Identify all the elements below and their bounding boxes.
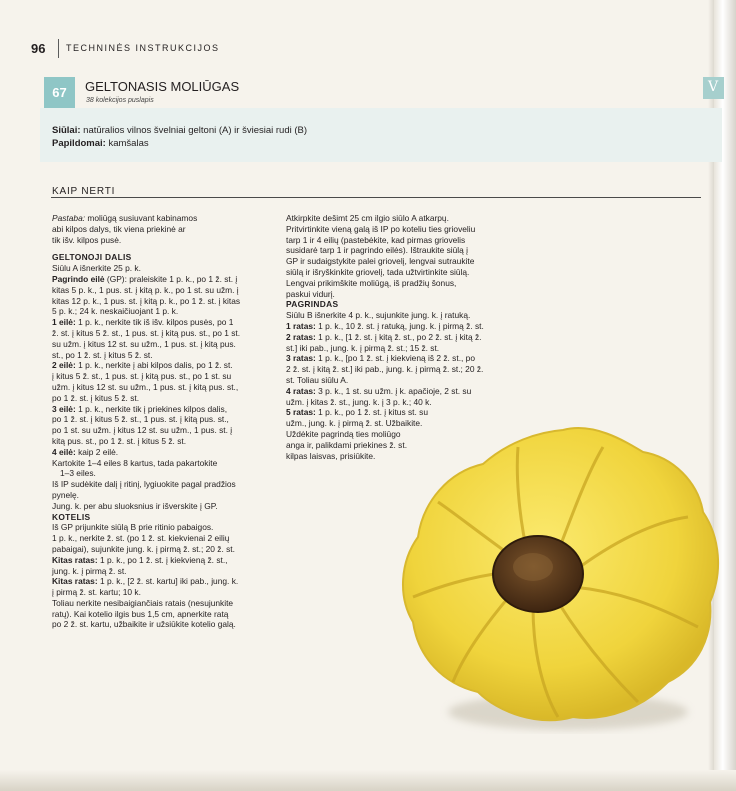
instruction-line: Atkirpkite dešimt 25 cm ilgio siūlo A atkarpų. (286, 213, 449, 223)
instruction-line: 1 p. k., 10 ž. st. į ratuką, jung. k. į pirmą ž. st. (318, 320, 484, 331)
instruction-line: 1 p. k., nerkite tik į priekines kilpos dalis, (78, 403, 228, 414)
instruction-line: po 1 ž. st. į kitus 5 ž. st., 1 pus. st. į kitą pus. st., (52, 414, 229, 425)
instruction-line: kitas 12 p. k., 1 pus. st. į kitą p. k., po 1 ž. st. į kitas (52, 295, 241, 306)
row-label: Kitas ratas: (52, 554, 98, 565)
instruction-line: susidarė tarp 1 ir pagrindo eilės). Ištraukite siūlą į (286, 245, 469, 256)
project-title: GELTONASIS MOLIŪGAS (85, 79, 240, 94)
instruction-line: su užm. į kitus 12 st. su užm., 1 pus. st. į kitą pus. (52, 338, 236, 349)
instruction-line: po 2 ž. st. kartu, užbaikite ir užsiūkite kotelio galą. (52, 619, 236, 630)
instruction-line: paskui vidurį. (286, 288, 335, 299)
heading-stem: KOTELIS (52, 511, 91, 522)
instruction-line: 5 p. k.; 24 k. neskaičiuojant 1 p. k. (52, 306, 179, 317)
instruction-line: Toliau nerkite nesibaigiančiais ratais (nesujunkite (52, 597, 234, 608)
note-line: tik išv. kilpos pusė. (52, 234, 122, 245)
round-label: 3 ratas: (286, 353, 316, 364)
pumpkin-illustration (398, 412, 728, 752)
instruction-line: Pritvirtinkite vieną galą iš IP po koteliu ties grioveliu (286, 223, 476, 234)
heading-base: PAGRINDAS (286, 299, 339, 310)
instruction-line: (GP): praleiskite 1 p. k., po 1 ž. st. į (106, 273, 238, 284)
instruction-line: užm., jung. k. į pirmą ž. st. Užbaikite. (286, 418, 423, 429)
instruction-line: 2 ž. st. į kitą ž. st.] iki pab., jung. k. į pirmą ž. st.; 20 ž. (286, 364, 484, 375)
yarn-text: natūralios vilnos švelniai geltoni (A) ir šviesiai rudi (B) (83, 125, 308, 136)
instruction-line: į pirmą ž. st. kartu; 10 k. (52, 587, 141, 598)
instruction-line: 1 p. k., nerkite ž. st. (po 1 ž. st. kiekvienai 2 eilių (52, 533, 230, 544)
left-column (52, 213, 240, 630)
page-number: 96 (31, 41, 46, 56)
instruction-line: pabaigai), sujunkite jung. k. į pirmą ž. st.; 20 ž. st. (52, 543, 235, 554)
round-label: 1 ratas: (286, 320, 316, 331)
row-label: 1 eilė: (52, 317, 76, 328)
instruction-line: jung. k. į pirmą ž. st. (52, 565, 127, 576)
instruction-line: ž. st. į kitus 5 ž. st., 1 pus. st. į kitą pus. st., po 1 st. (52, 327, 241, 338)
materials-extra (52, 138, 149, 149)
instruction-line: Siūlu B išnerkite 4 p. k., sujunkite jung. k. į ratuką. (286, 310, 471, 321)
instruction-line: 1 p. k., po 1 ž. st. į kitus st. su (318, 407, 428, 418)
instruction-line: 1 p. k., po 1 ž. st. į kiekvieną ž. st., (99, 554, 228, 565)
instruction-line: į kitus 5 ž. st., 1 pus. st. į kitą pus. st., po 1 st. su (52, 371, 232, 382)
instruction-line: anga ir, palikdami priekines ž. st. (286, 439, 408, 450)
instruction-line: ratų). Kai kotelio ilgis bus 1,5 cm, apnerkite ratą (52, 608, 229, 619)
instruction-line: Siūlu A išnerkite 25 p. k. (52, 263, 141, 274)
instruction-line: po 1 st. su užm. į kitus 12 st. su užm., 1 pus. st. į (52, 425, 233, 436)
instruction-line: 1 p. k., nerkite tik iš išv. kilpos pusės, po 1 (78, 317, 234, 328)
instruction-line: užm. į kitus 12 st. su užm., 1 pus. st. į kitą pus. st., (52, 381, 239, 392)
instruction-line: pynelę. (52, 489, 80, 500)
section-title: TECHNINĖS INSTRUKCIJOS (66, 43, 220, 53)
instruction-line: kitas 5 p. k., 1 pus. st. į kitą p. k., po 1 st. su užm. į (52, 284, 239, 295)
project-subtitle: 38 kolekcijos puslapis (86, 97, 154, 104)
yarn-label: Siūlai: (52, 125, 81, 136)
instruction-line: kilpas laisvas, prisiūkite. (286, 450, 376, 461)
extra-label: Papildomai: (52, 138, 106, 149)
instruction-line: 1 p. k., [po 1 ž. st. į kiekvieną iš 2 ž. st., po (318, 353, 475, 364)
chapter-tab (703, 77, 724, 99)
instruction-line: st., po 1 ž. st. į kitus 5 ž. st. (52, 349, 153, 360)
extra-text: kamšalas (108, 138, 149, 149)
project-number-badge: 67 (44, 77, 75, 108)
row-label: Pagrindo eilė (52, 273, 105, 284)
pumpkin-photo (398, 412, 728, 752)
instruction-line: 1 p. k., [1 ž. st. į kitą ž. st., po 2 ž. st. į kitą ž. (318, 331, 482, 342)
instruction-line: st. Toliau siūlu A. (286, 374, 349, 385)
round-label: 4 ratas: (286, 385, 316, 396)
instruction-line: Jung. k. per abu sluoksnius ir išverskite į GP. (52, 500, 218, 511)
instruction-line: 1 p. k., [2 ž. st. kartu] iki pab., jung. k. (99, 576, 239, 587)
row-label: 4 eilė: (52, 446, 76, 457)
instruction-line: 1–3 eiles. (60, 468, 96, 479)
instruction-line: Iš IP sudėkite dalį į ritinį, lygiuokite pagal pradžios (52, 479, 236, 490)
materials-yarn (52, 125, 307, 136)
instruction-line: Iš GP prijunkite siūlą B prie ritinio pabaigos. (52, 522, 214, 533)
page-bottom-shadow (0, 770, 736, 791)
chapter-letter: V (708, 79, 719, 95)
instruction-line: tarp 1 ir 4 eilių (pastebėkite, kad pirmas griovelis (286, 234, 466, 245)
note-line: moliūgą susiuvant kabinamos (87, 213, 198, 223)
instruction-line: užm. į kitas ž. st., jung. k. į 3 p. k.; 40 k. (286, 396, 432, 407)
instruction-line: 3 p. k., 1 st. su užm. į k. apačioje, 2 st. su (318, 385, 472, 396)
instruction-line: po 1 ž. st. į kitus 5 ž. st. (52, 392, 140, 403)
instruction-line: Uždėkite pagrindą ties moliūgo (286, 428, 401, 439)
header-divider (58, 39, 59, 58)
note-line: abi kilpos dalys, tik viena priekinė ar (52, 223, 186, 234)
instruction-line: st.] iki pab., jung. k. į pirmą ž. st.; 15 ž. st. (286, 342, 440, 353)
instruction-line: Lengvai prikimškite moliūgą, iš pradžių šonus, (286, 277, 457, 288)
heading-yellow-part: GELTONOJI DALIS (52, 252, 132, 263)
round-label: 5 ratas: (286, 407, 316, 418)
section-rule (51, 197, 701, 198)
instruction-line: siūlą ir išryškinkite griovelį, tada užtvirtinkite siūlą. (286, 266, 470, 277)
round-label: 2 ratas: (286, 331, 316, 342)
instruction-line: kaip 2 eilė. (78, 446, 119, 457)
section-heading: KAIP NERTI (52, 186, 116, 197)
instruction-line: 1 p. k., nerkite į abi kilpos dalis, po 1 ž. st. (78, 360, 233, 371)
row-label: 3 eilė: (52, 403, 76, 414)
row-label: 2 eilė: (52, 360, 76, 371)
instruction-line: Kartokite 1–4 eiles 8 kartus, tada pakartokite (52, 457, 218, 468)
row-label: Kitas ratas: (52, 576, 98, 587)
instruction-line: GP ir sudaigstykite palei griovelį, lengvai sutraukite (286, 256, 475, 267)
note-label: Pastaba: (52, 213, 86, 223)
instruction-line: kitą pus. st., po 1 ž. st. į kitus 5 ž. st. (52, 435, 187, 446)
